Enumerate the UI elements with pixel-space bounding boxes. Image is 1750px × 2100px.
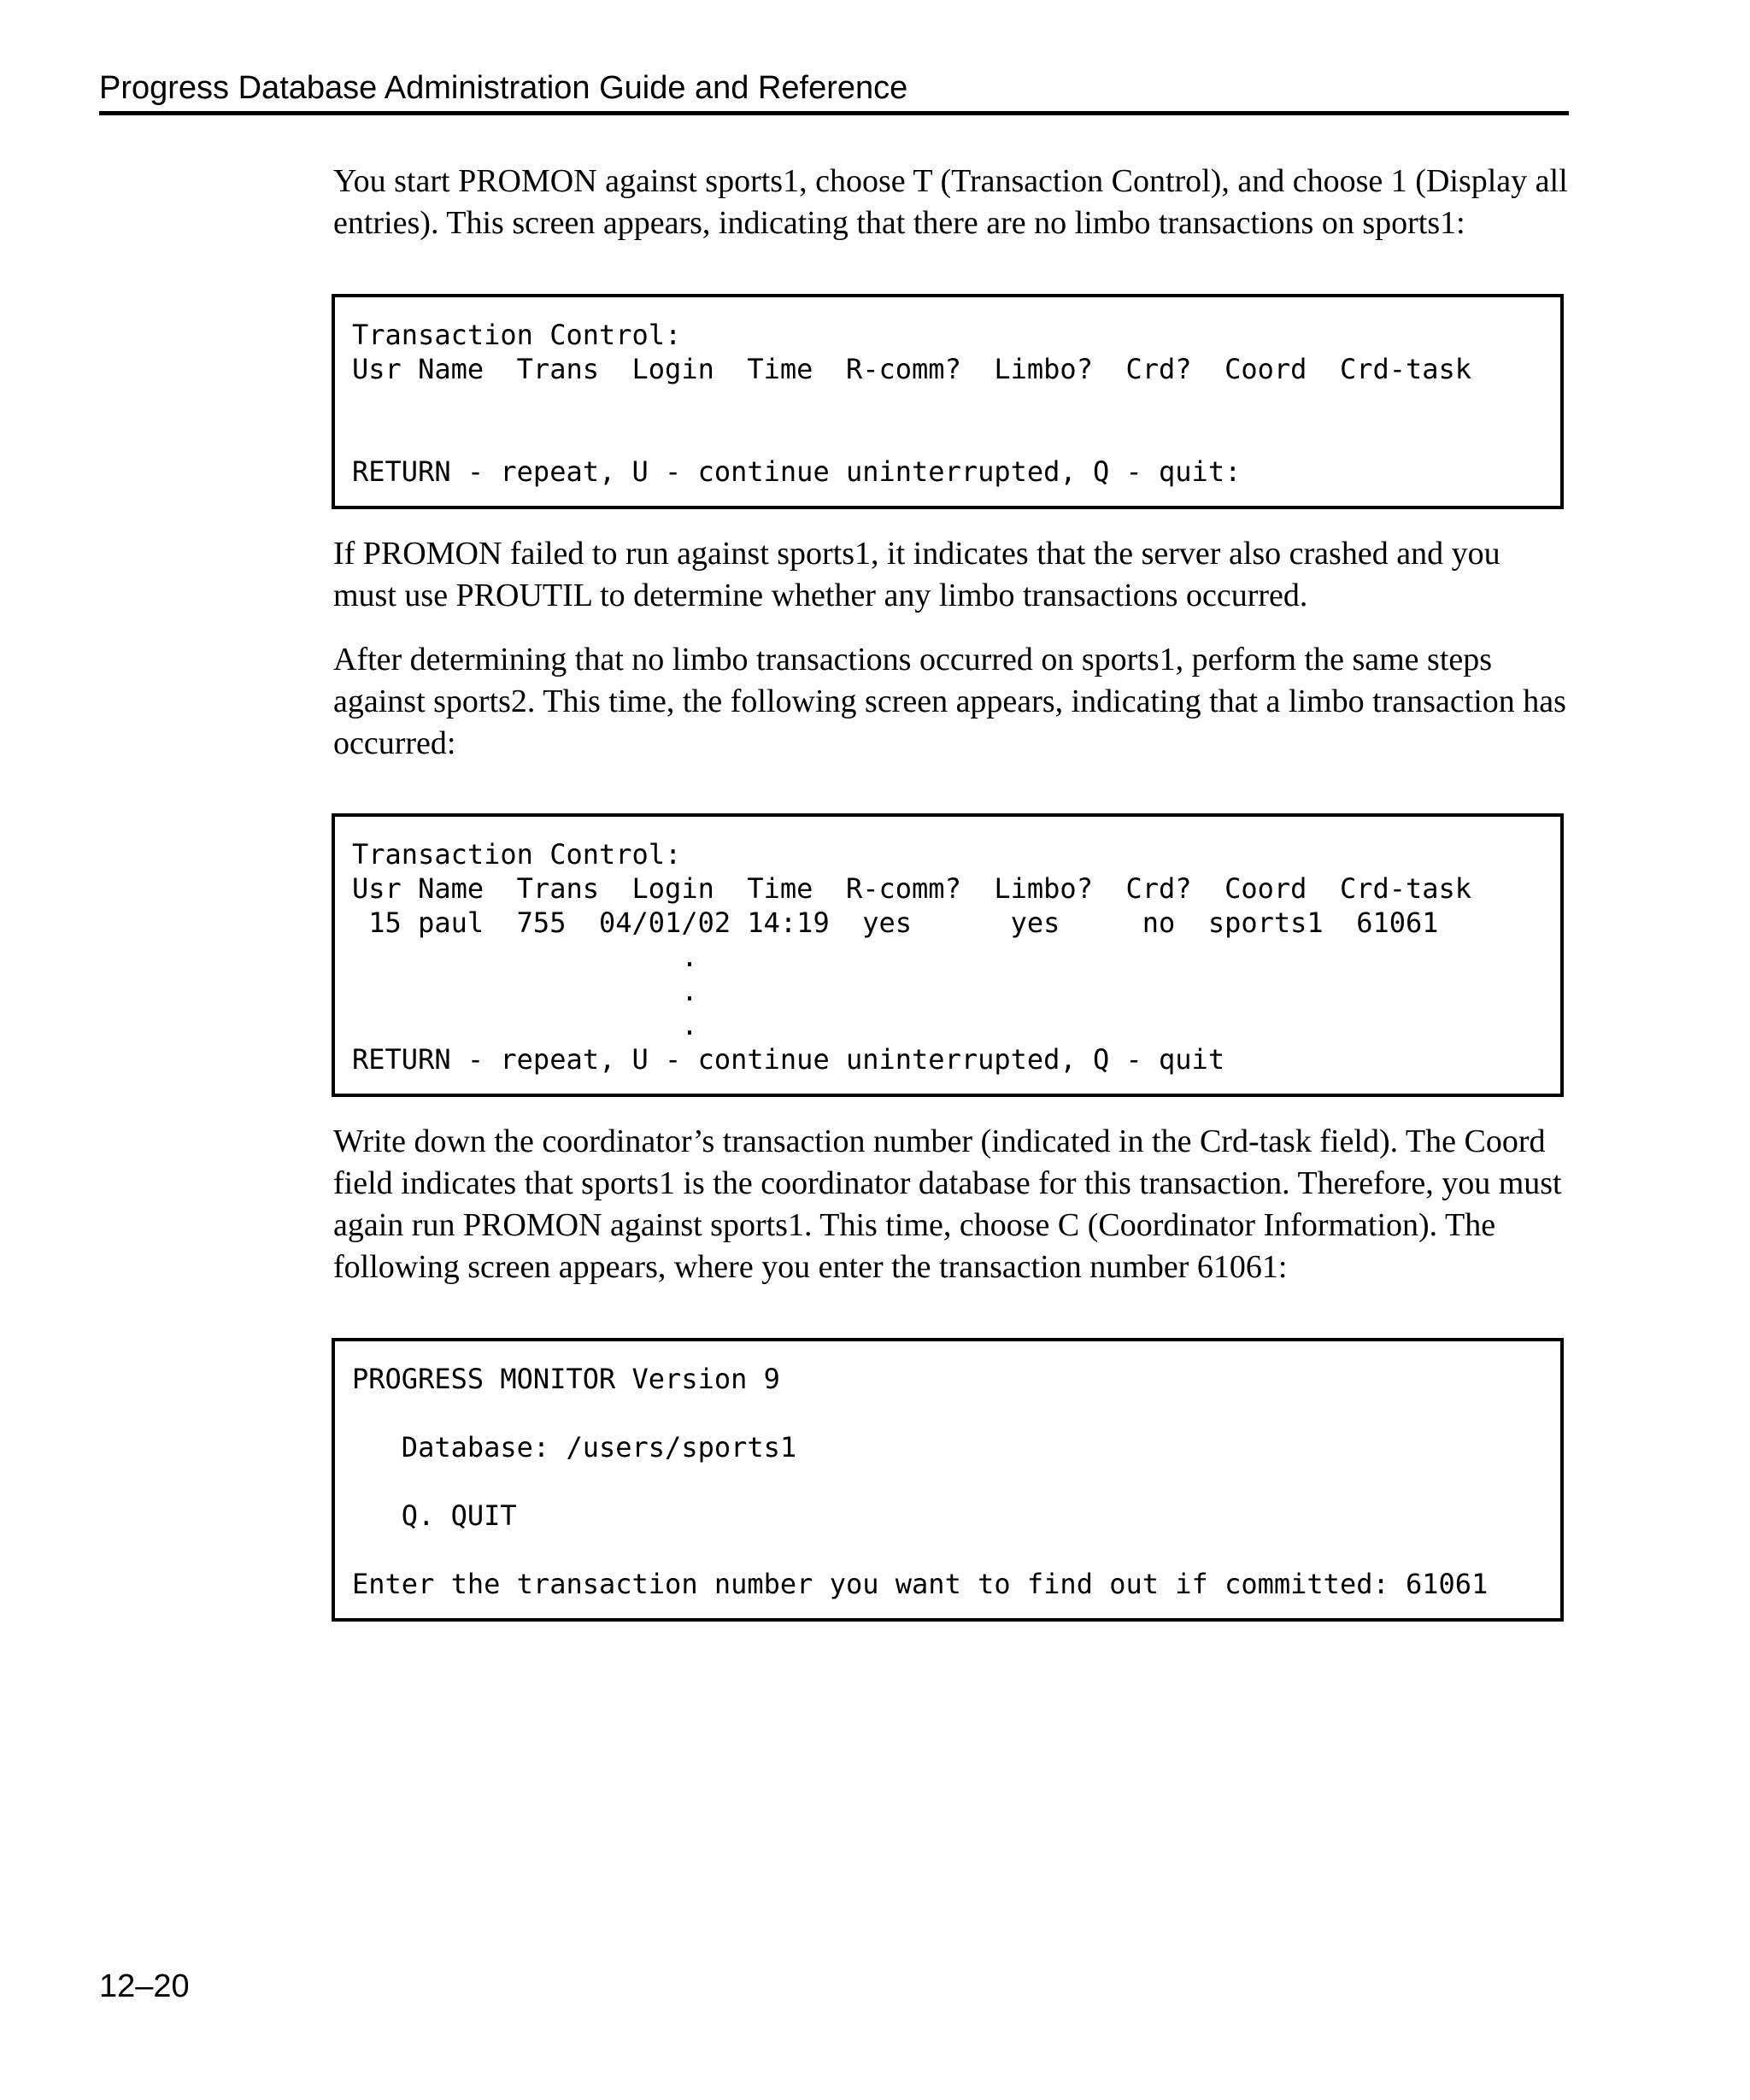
screen-progress-monitor <box>332 1338 1564 1622</box>
screen-transaction-control-sports1 <box>332 294 1564 509</box>
screen-text: Transaction Control: Usr Name Trans Login Time R-comm? Limbo? Crd? Coord Crd-task RETURN - repeat, U - continue uninterrupted, Q - quit: <box>352 319 1472 488</box>
paragraph-promon-failed: If PROMON failed to run against sports1, it indicates that the server also crashed and you must use PROUTIL to determine whether any limbo transactions occurred. <box>333 536 1500 613</box>
page-number: 12–20 <box>99 1968 190 2004</box>
paragraph-sports2: After determining that no limbo transactions occurred on sports1, perform the same steps against sports2. This time, the following screen appears, indicating that a limbo transaction has occurred: <box>333 642 1566 761</box>
paragraph-coordinator: Write down the coordinator’s transaction number (indicated in the Crd-task field). The Coord field indicates that sports1 is the coordinator database for this transaction. Therefore, you must again run PROMON against sports1. This time, choose C (Coordinator Information). The following screen appears, where you enter the transaction number 61061: <box>333 1123 1562 1285</box>
header-rule <box>99 111 1569 115</box>
screen-text: PROGRESS MONITOR Version 9 Database: /users/sports1 Q. QUIT Enter the transaction number you want to find out if committed: 61061 <box>352 1363 1489 1600</box>
screen-transaction-control-sports2 <box>332 813 1564 1097</box>
paragraph-intro: You start PROMON against sports1, choose T (Transaction Control), and choose 1 (Display all entries). This screen appears, indicating that there are no limbo transactions on sports1: <box>333 163 1568 241</box>
screen-text: Transaction Control: Usr Name Trans Login Time R-comm? Limbo? Crd? Coord Crd-task 15 paul 755 04/01/02 14:19 yes yes no sports1 61061 . . . RETURN - repeat, U - continue uninterrupted, Q - quit <box>352 838 1472 1076</box>
running-header: Progress Database Administration Guide and Reference <box>99 70 908 106</box>
